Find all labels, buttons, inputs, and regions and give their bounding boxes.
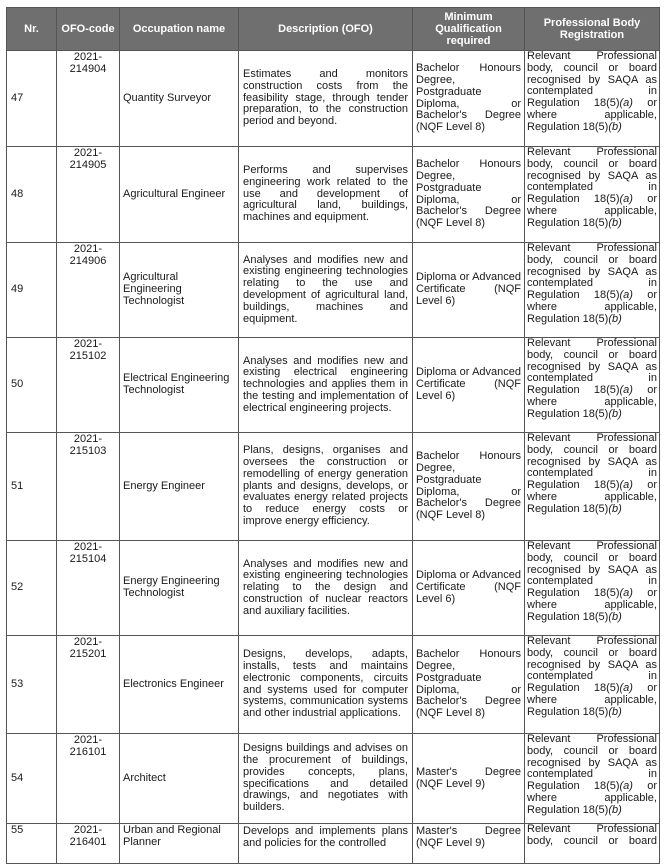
- row-number: 51: [7, 433, 57, 541]
- professional-body-registration: [525, 636, 660, 734]
- professional-body-registration: [525, 51, 660, 147]
- table-row: [7, 243, 660, 338]
- occupation-name: Agricultural Engineering Technologist: [120, 243, 239, 338]
- registration-line: Regulation 18(5)(b): [527, 216, 622, 229]
- row-number: 50: [7, 338, 57, 433]
- registration-line: contemplated in: [527, 181, 657, 194]
- registration-line: Relevant Professional: [527, 540, 657, 552]
- registration-line: Regulation 18(5)(b): [527, 705, 622, 718]
- minimum-qualification: Diploma or Advanced Certificate (NQF Level 6): [413, 243, 525, 338]
- header-occupation-name: Occupation name: [120, 8, 239, 51]
- table-body: [7, 51, 660, 864]
- registration-line: where applicable,: [527, 108, 657, 121]
- table-row: [7, 636, 660, 734]
- table-row: [7, 433, 660, 541]
- header-nr: Nr.: [7, 8, 57, 51]
- occupations-table-container: [6, 7, 659, 864]
- registration-line: recognised by SAQA as: [527, 265, 657, 278]
- occupation-name: Urban and Regional Planner: [120, 824, 239, 864]
- registration-line: recognised by SAQA as: [527, 73, 657, 86]
- registration-line: Regulation 18(5)(b): [527, 502, 622, 515]
- registration-line: Regulation 18(5)(b): [527, 803, 622, 816]
- registration-line: Regulation 18(5)(a) or: [527, 682, 657, 695]
- table-row: [7, 147, 660, 243]
- registration-line: Relevant Professional: [527, 50, 657, 62]
- row-number: 48: [7, 147, 57, 243]
- registration-line: Relevant Professional: [527, 146, 657, 158]
- registration-line: recognised by SAQA as: [527, 756, 657, 769]
- ofo-code: 2021-216401: [57, 824, 120, 864]
- professional-body-registration: [525, 734, 660, 824]
- registration-line: where applicable,: [527, 791, 657, 804]
- minimum-qualification: Bachelor Honours Degree, Postgraduate Diploma, or Bachelor's Degree (NQF Level 8): [413, 51, 525, 147]
- ofo-code: 2021-214904: [57, 51, 120, 147]
- registration-line: body, council or board: [527, 348, 657, 361]
- registration-line: Relevant Professional: [527, 337, 657, 349]
- registration-line: contemplated in: [527, 372, 657, 385]
- registration-line: Regulation 18(5)(a) or: [527, 97, 657, 110]
- row-number: 47: [7, 51, 57, 147]
- occupation-description: Analyses and modifies new and existing engineering technologies relating to the design and construction of nuclear reactors and auxiliary facilities.: [239, 541, 413, 636]
- registration-line: Relevant Professional: [527, 733, 657, 745]
- registration-line: where applicable,: [527, 693, 657, 706]
- registration-line: contemplated in: [527, 277, 657, 290]
- occupation-description: Performs and supervises engineering work related to the use and development of agricultural land, buildings, machines and equipment.: [239, 147, 413, 243]
- registration-line: Relevant Professional: [527, 635, 657, 647]
- minimum-qualification: Diploma or Advanced Certificate (NQF Level 6): [413, 338, 525, 433]
- minimum-qualification: Bachelor Honours Degree, Postgraduate Diploma, or Bachelor's Degree (NQF Level 8): [413, 433, 525, 541]
- header-qualification: Minimum Qualification required: [413, 8, 525, 51]
- registration-line: where applicable,: [527, 300, 657, 313]
- professional-body-registration: [525, 338, 660, 433]
- minimum-qualification: Master's Degree (NQF Level 9): [413, 824, 525, 864]
- occupation-description: Analyses and modifies new and existing electrical engineering technologies and applies them in the testing and implementation of electrical engineering projects.: [239, 338, 413, 433]
- row-number: 49: [7, 243, 57, 338]
- table-row: [7, 734, 660, 824]
- occupation-name: Energy Engineering Technologist: [120, 541, 239, 636]
- registration-line: Regulation 18(5)(b): [527, 610, 622, 623]
- registration-line: contemplated in: [527, 85, 657, 98]
- row-number: 52: [7, 541, 57, 636]
- occupation-description: Develops and implements plans and policies for the controlled: [239, 824, 413, 864]
- registration-line: Regulation 18(5)(b): [527, 407, 622, 420]
- occupation-description: Plans, designs, organises and oversees the construction or remodelling of energy generation plants and designs, develops, or evaluates energy related projects to reduce energy costs or improve energy efficiency.: [239, 433, 413, 541]
- professional-body-registration: [525, 824, 660, 864]
- ofo-code: 2021-214906: [57, 243, 120, 338]
- registration-line: contemplated in: [527, 670, 657, 683]
- registration-line: recognised by SAQA as: [527, 455, 657, 468]
- occupation-name: Electronics Engineer: [120, 636, 239, 734]
- minimum-qualification: Master's Degree (NQF Level 9): [413, 734, 525, 824]
- occupation-name: Quantity Surveyor: [120, 51, 239, 147]
- ofo-code: 2021-216101: [57, 734, 120, 824]
- occupation-description: Analyses and modifies new and existing engineering technologies relating to the use and development of agricultural land, buildings, machines and equipment.: [239, 243, 413, 338]
- registration-line: where applicable,: [527, 490, 657, 503]
- registration-line: Regulation 18(5)(a) or: [527, 479, 657, 492]
- registration-line: Regulation 18(5)(b): [527, 120, 622, 133]
- table-header-row: [7, 8, 660, 51]
- occupation-description: Designs, develops, adapts, installs, tests and maintains electronic components, circuits and systems used for computer systems, communication systems and other industrial applications.: [239, 636, 413, 734]
- registration-line: recognised by SAQA as: [527, 360, 657, 373]
- registration-line: body, council or board: [527, 646, 657, 659]
- registration-line: recognised by SAQA as: [527, 563, 657, 576]
- row-number: 53: [7, 636, 57, 734]
- registration-line: Relevant Professional: [527, 242, 657, 254]
- occupation-description: Estimates and monitors construction costs from the feasibility stage, through tender preparation, to the construction period and beyond.: [239, 51, 413, 147]
- registration-line: contemplated in: [527, 575, 657, 588]
- registration-line: recognised by SAQA as: [527, 658, 657, 671]
- professional-body-registration: [525, 541, 660, 636]
- ofo-code: 2021-215103: [57, 433, 120, 541]
- registration-line: Regulation 18(5)(a) or: [527, 193, 657, 206]
- minimum-qualification: Bachelor Honours Degree, Postgraduate Diploma, or Bachelor's Degree (NQF Level 8): [413, 636, 525, 734]
- registration-line: Relevant Professional: [527, 432, 657, 444]
- registration-line: Regulation 18(5)(b): [527, 312, 622, 325]
- registration-line: body, council or board: [527, 834, 657, 847]
- registration-line: Regulation 18(5)(a) or: [527, 587, 657, 600]
- table-row: [7, 338, 660, 433]
- registration-line: where applicable,: [527, 598, 657, 611]
- table-row: [7, 541, 660, 636]
- occupation-name: Energy Engineer: [120, 433, 239, 541]
- occupation-name: Electrical Engineering Technologist: [120, 338, 239, 433]
- table-row: [7, 824, 660, 864]
- registration-line: contemplated in: [527, 467, 657, 480]
- professional-body-registration: [525, 243, 660, 338]
- occupation-name: Agricultural Engineer: [120, 147, 239, 243]
- professional-body-registration: [525, 147, 660, 243]
- header-description: Description (OFO): [239, 8, 413, 51]
- registration-line: Relevant Professional: [527, 823, 657, 835]
- ofo-code: 2021-215102: [57, 338, 120, 433]
- registration-line: body, council or board: [527, 443, 657, 456]
- registration-line: Regulation 18(5)(a) or: [527, 289, 657, 302]
- professional-body-registration: [525, 433, 660, 541]
- registration-line: Regulation 18(5)(a) or: [527, 384, 657, 397]
- registration-line: body, council or board: [527, 744, 657, 757]
- registration-line: body, council or board: [527, 157, 657, 170]
- registration-line: contemplated in: [527, 768, 657, 781]
- table-row: [7, 51, 660, 147]
- header-registration: Professional Body Registration: [525, 8, 660, 51]
- occupations-table: [6, 7, 660, 864]
- registration-line: recognised by SAQA as: [527, 169, 657, 182]
- registration-line: where applicable,: [527, 204, 657, 217]
- minimum-qualification: Diploma or Advanced Certificate (NQF Level 6): [413, 541, 525, 636]
- header-ofo-code: OFO-code: [57, 8, 120, 51]
- registration-line: Regulation 18(5)(a) or: [527, 780, 657, 793]
- ofo-code: 2021-215201: [57, 636, 120, 734]
- registration-line: body, council or board: [527, 61, 657, 74]
- row-number: 55: [7, 824, 57, 864]
- occupation-name: Architect: [120, 734, 239, 824]
- row-number: 54: [7, 734, 57, 824]
- registration-line: body, council or board: [527, 551, 657, 564]
- registration-line: where applicable,: [527, 395, 657, 408]
- ofo-code: 2021-214905: [57, 147, 120, 243]
- occupation-description: Designs buildings and advises on the procurement of buildings, provides concepts, plans, specifications and detailed drawings, and negotiates with builders.: [239, 734, 413, 824]
- minimum-qualification: Bachelor Honours Degree, Postgraduate Diploma, or Bachelor's Degree (NQF Level 8): [413, 147, 525, 243]
- registration-line: body, council or board: [527, 253, 657, 266]
- ofo-code: 2021-215104: [57, 541, 120, 636]
